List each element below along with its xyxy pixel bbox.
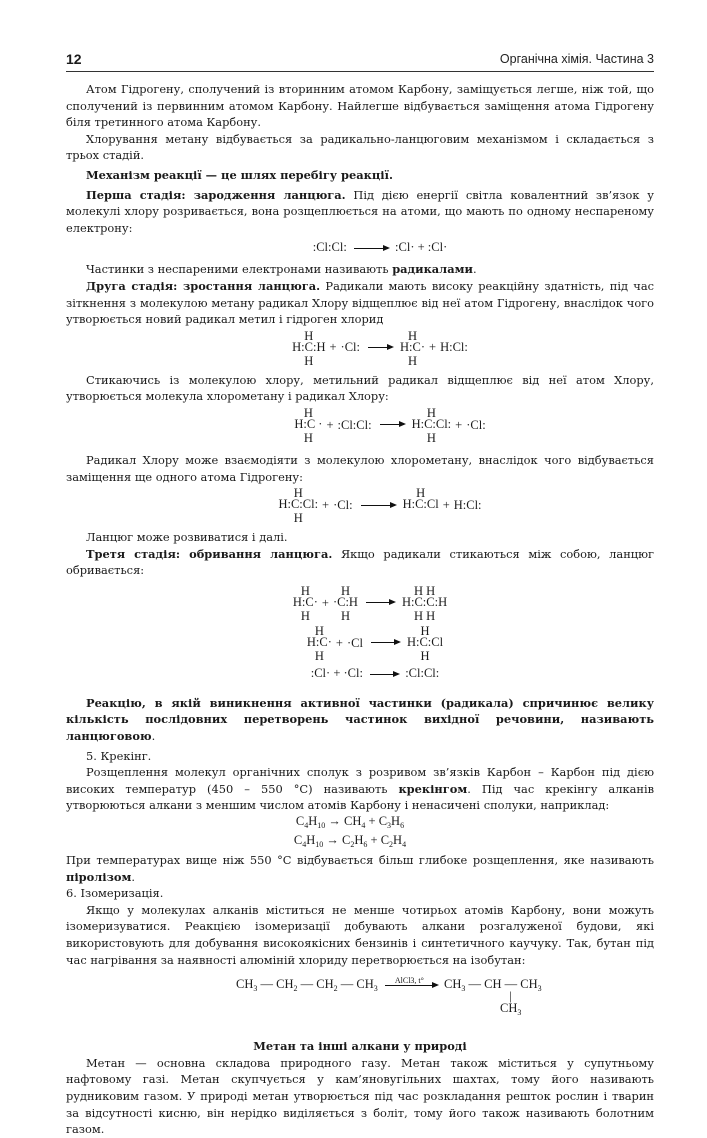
chlorine-radical: ·Cl: (333, 497, 353, 512)
chloromethane-center: H:C:Cl (406, 634, 444, 649)
chloromethane-center: H:C:Cl: (411, 416, 452, 431)
page-number: 12 (66, 51, 82, 68)
plus-sign: + (326, 417, 334, 432)
eq1-reactant: :Cl:Cl: (312, 240, 347, 255)
h-top: H (420, 623, 430, 638)
reaction-arrow (361, 505, 395, 506)
h-bottom: H H (413, 608, 436, 623)
isobutane-formula: $CH_3$ — CH — $CH_3$ | $CH_3$ (444, 977, 542, 1018)
reaction-arrow (366, 602, 394, 603)
mechanism-definition: Механізм реакції — це шлях перебігу реакції. (86, 167, 393, 182)
paragraph-substitution: Атом Гідрогену, сполучений із вторинним атомом Карбону, заміщується легше, ніж той, що сполучений із первинним атомом Карбону. Найлегше відбувається заміщення атома Гідрогену біля третинного атома Карбону. (66, 82, 654, 130)
h-bottom: H (303, 430, 313, 445)
chlorine-molecule: :Cl:Cl: (337, 417, 372, 432)
reaction-arrow (371, 642, 399, 643)
chloromethane (412, 407, 452, 443)
equation-propagation-2 (66, 405, 654, 449)
methyl-radical (333, 585, 358, 621)
plus-sign: + (321, 595, 329, 610)
h-top: H (426, 405, 436, 420)
methane-structure (292, 330, 325, 366)
chain-reaction-definition (66, 695, 654, 745)
running-title: Органічна хімія. Частина 3 (499, 52, 654, 67)
reaction-arrow (380, 424, 404, 425)
h-top: H (300, 583, 310, 598)
dichloromethane-center: H:C:Cl (402, 497, 439, 512)
dichloromethane (403, 487, 439, 523)
plus-sign: + (333, 665, 341, 680)
reaction-arrow (385, 975, 437, 986)
reaction-condition: AlCl3, t° (394, 975, 424, 985)
eq1-products: :Cl· + :Cl· (395, 240, 448, 255)
radicals-text: Частинки з неспареними електронами називають (86, 262, 393, 277)
substitution-paragraph: Радикал Хлору може взаємодіяти з молекулою хлорометану, внаслідок чого відбувається заміщення ще одного атома Гідрогену: (66, 452, 654, 484)
h-bottom: H (420, 648, 430, 663)
chloromethane (278, 486, 319, 526)
methane-center: H:C:H (292, 339, 326, 354)
chloromethane (407, 625, 443, 661)
pyrolysis-paragraph (66, 852, 654, 885)
methyl-center: H:C· (400, 339, 425, 354)
plus-sign: + (442, 497, 450, 512)
methyl-radical (293, 585, 318, 621)
equation-propagation-1 (66, 328, 654, 372)
reaction-arrow (368, 347, 392, 348)
chain-continues: Ланцюг може розвиватися і далі. (86, 530, 288, 545)
hydrogen-chloride: H:Cl: (440, 340, 468, 355)
stage2-title: Друга стадія: зростання ланцюга. (86, 278, 321, 293)
plus-sign: + (429, 340, 437, 355)
reaction-arrow (370, 674, 398, 675)
definition-text: Реакцію, в якій виникнення активної частинки (радикала) спричинює велику кількість послідовних перетворень частинок вихідної речовини, називають ланцюговою (66, 695, 654, 744)
cracking-paragraph (66, 764, 654, 814)
chloromethane-paragraph: Стикаючись із молекулою хлору, метильний радикал відщеплює від неї атом Хлору, утворюється молекула хлорометану і радикал Хлору: (66, 372, 654, 404)
page-header (66, 48, 654, 72)
h-bottom: H (304, 353, 314, 368)
stage3-paragraph (66, 546, 654, 579)
stage3-text: Якщо радикали стикаються між собою, ланцюг обривається: (66, 546, 654, 578)
isobutane-branch: | $CH_3$ (500, 989, 522, 1018)
cracking-term: крекінгом (398, 781, 468, 796)
plus-sign: + (329, 340, 337, 355)
chloromethane-center: H:C:Cl: (278, 497, 319, 512)
methyl-center: H:C· (306, 634, 332, 649)
h-top: H H (413, 583, 436, 598)
stage3-title: Третя стадія: обривання ланцюга. (86, 546, 333, 561)
chlorine-radical: ·Cl: (343, 665, 363, 680)
chlorine-radical: :Cl· (310, 665, 331, 680)
pyrolysis-end: . (131, 869, 135, 884)
methyl-center: H:C · (294, 416, 323, 431)
isomerization-heading: 6. Ізомеризація. (66, 886, 164, 901)
h-top: H (407, 328, 418, 343)
ethane (402, 585, 447, 621)
h-top: H (293, 486, 303, 501)
cracking-text2: . Під час крекінгу алканів утворюються алкани з меншим числом атомів Карбону і ненасичені сполуки, наприклад: (66, 781, 655, 813)
section-heading-nature: Метан та інші алкани у природі (253, 1039, 467, 1054)
cracking-eq-1: $C_4H_{10} \to CH_4 + C_3H_6$ (295, 814, 405, 831)
h-bottom: H (407, 353, 418, 368)
cracking-equations (66, 814, 654, 852)
h-bottom: H (300, 608, 310, 623)
chlorine-radical: ·Cl (346, 635, 363, 650)
methyl-radical (307, 625, 332, 661)
stage1-text: Під дією енергії світла ковалентний зв’язок у молекулі хлору розривається, вона розщеплюється на атоми, що мають по одному неспареному електрону: (66, 187, 654, 235)
equation-termination-1 (66, 583, 654, 623)
plus-sign: + (335, 635, 343, 650)
cracking-eq-2: $C_4H_{10} \to C_2H_6 + C_2H_4$ (293, 833, 407, 850)
cracking-text: Розщеплення молекул органічних сполук з розривом зв’язків Карбон – Карбон під дією високих температур (450 – 550 °С) називають (66, 765, 654, 796)
cracking-heading: 5. Крекінг. (86, 748, 152, 763)
reaction-arrow (354, 248, 388, 249)
radicals-term: радикалами (392, 262, 473, 277)
chlorine-radical: ·Cl: (340, 340, 360, 355)
equation-initiation (66, 236, 654, 258)
paragraph-chlorination: Хлорування метану відбувається за радикально-ланцюговим механізмом і складається з трьох стадій. (66, 131, 654, 163)
h-bottom: H (426, 430, 436, 445)
equation-termination-3 (66, 663, 654, 683)
chlorine-radical: ·Cl: (466, 417, 486, 432)
stage1-title: Перша стадія: зародження ланцюга. (86, 187, 346, 202)
definition-end: . (151, 729, 156, 744)
plus-sign: + (455, 417, 463, 432)
chlorine-molecule: :Cl:Cl: (405, 665, 440, 680)
radicals-paragraph (66, 261, 654, 278)
h-bottom: H (293, 511, 303, 526)
methyl-center: ·C:H (332, 594, 358, 609)
stage2-text: Радикали мають високу реакційну здатність, під час зіткнення з молекулою метану радикал Хлору відщеплює від неї атом Гідрогену, внаслідок чого утворюється новий радикал метил і гідроген хлорид (66, 278, 654, 327)
equation-propagation-3 (66, 485, 654, 529)
h-top: H (416, 486, 426, 501)
textbook-page (66, 48, 654, 1138)
h-bottom: H (340, 608, 350, 623)
stage1-paragraph (66, 187, 654, 237)
methyl-center: H:C· (292, 594, 318, 609)
butane-formula: $CH_3$ — $CH_2$ — $CH_2$ — $CH_3$ (236, 977, 378, 994)
radicals-end: . (472, 262, 477, 277)
hydrogen-chloride: H:Cl: (453, 497, 482, 512)
pyrolysis-term: піролізом (66, 869, 132, 884)
h-top: H (314, 623, 324, 638)
h-top: H (340, 583, 350, 598)
pyrolysis-text: При температурах вище ніж 550 °С відбувається більш глибоке розщеплення, яке називають (66, 853, 654, 868)
isomerization-equation (66, 976, 654, 1026)
isomerization-paragraph: Якщо у молекулах алканів міститься не менше чотирьох атомів Карбону, вони можуть ізомеризуватися. Реакцією ізомеризації добувають алкани розгалуженої будови, які використовують для добування високоякісних бензинів і синтетичного каучуку. Так, бутан під час нагрівання за наявності алюміній хлориду перетворюється на ізобутан: (66, 902, 654, 967)
ethane-center: H:C:C:H (401, 594, 448, 609)
stage2-paragraph (66, 278, 654, 328)
h-bottom: H (314, 648, 324, 663)
h-top: H (303, 405, 313, 420)
h-top: H (304, 328, 314, 343)
methyl-radical (400, 330, 425, 366)
plus-sign: + (322, 497, 330, 512)
methyl-radical (294, 407, 322, 443)
nature-paragraph: Метан — основна складова природного газу. Метан також міститься у супутньому нафтовому газі. Метан скупчується у кам’яновугільних шахтах, тому його називають рудниковим газом. У природі метан утворюється під час розкладання решток рослин і тварин за відсутності кисню, він нерідко виділяється з боліт, тому його також називають болотним газом. (66, 1055, 654, 1137)
equation-termination-2 (66, 623, 654, 663)
